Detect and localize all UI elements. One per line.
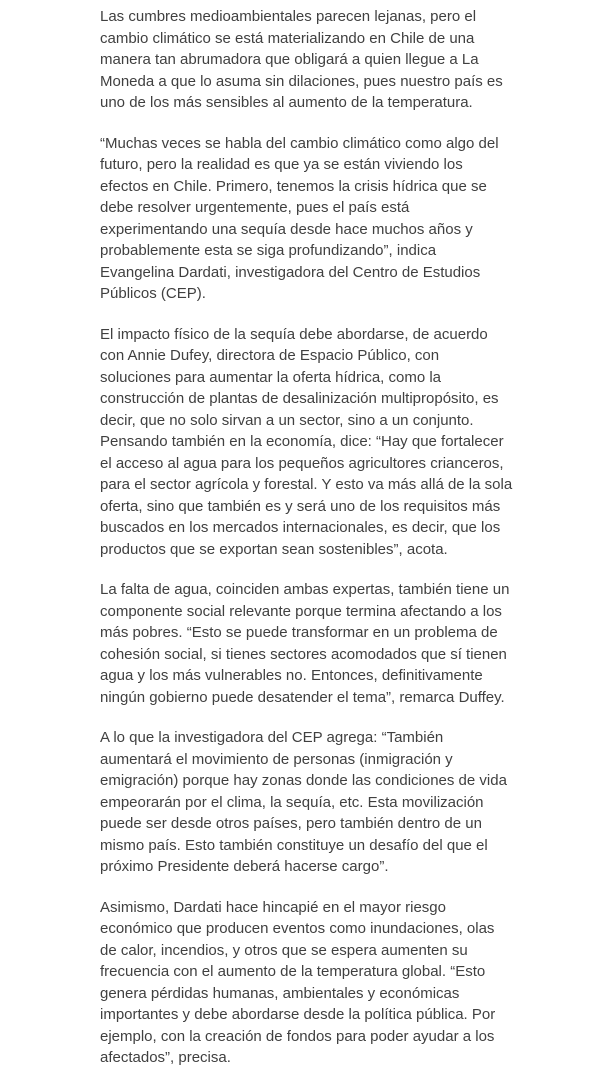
article-paragraph-dardati-quote: “Muchas veces se habla del cambio climático como algo del futuro, pero la realidad es que ya se están viviendo los efectos en Chile. Primero, tenemos la crisis hídrica que se debe resolver urgentemente, pues el país está experimentando una sequía desde hace muchos años y probablemente esta se siga profundizando”, indica Evangelina Dardati, investigadora del Centro de Estudios Públicos (CEP).: [100, 134, 499, 302]
article-paragraph-economic-risk: Asimismo, Dardati hace hincapié en el mayor riesgo económico que producen eventos como inundaciones, olas de calor, incendios, y otros que se espera aumenten su frecuencia con el aumento de la temperatura global. “Esto genera pérdidas humanas, ambientales y económicas importantes y debe abordarse desde la política pública. Por ejemplo, con la creación de fondos para poder ayudar a los afectados”, precisa.: [100, 898, 496, 1066]
article-paragraph-intro: Las cumbres medioambientales parecen lejanas, pero el cambio climático se está materializando en Chile de una manera tan abrumadora que obligará a quien llegue a La Moneda a que lo asuma sin dilaciones, pues nuestro país es uno de los más sensibles al aumento de la temperatura.: [100, 8, 503, 111]
article-paragraph-migration: A lo que la investigadora del CEP agrega: “También aumentará el movimiento de personas (inmigración y emigración) porque hay zonas donde las condiciones de vida empeorarán por el clima, la sequía, etc. Esta movilización puede ser desde otros países, pero también dentro de un mismo país. Esto también constituye un desafío del que el próximo Presidente deberá hacerse cargo”.: [100, 729, 507, 875]
article-paragraph-social-component: La falta de agua, coinciden ambas expertas, también tiene un componente social relevante porque termina afectando a los más pobres. “Esto se puede transformar en un problema de cohesión social, si tienes sectores acomodados que sí tienen agua y los más vulnerables no. Entonces, definitivamente ningún gobierno puede desatender el tema”, remarca Duffey.: [100, 581, 510, 706]
article-paragraph-dufey-solutions: El impacto físico de la sequía debe abordarse, de acuerdo con Annie Dufey, directora de Espacio Público, con soluciones para aumentar la oferta hídrica, como la construcción de plantas de desalinización multipropósito, es decir, que no solo sirvan a un sector, sino a un conjunto. Pensando también en la economía, dice: “Hay que fortalecer el acceso al agua para los pequeños agricultores crianceros, para el sector agrícola y forestal. Y esto va más allá de la sola oferta, sino que también es y será uno de los requisitos más buscados en los mercados internacionales, es decir, que los productos que se exportan sean sostenibles”, acota.: [100, 325, 513, 558]
